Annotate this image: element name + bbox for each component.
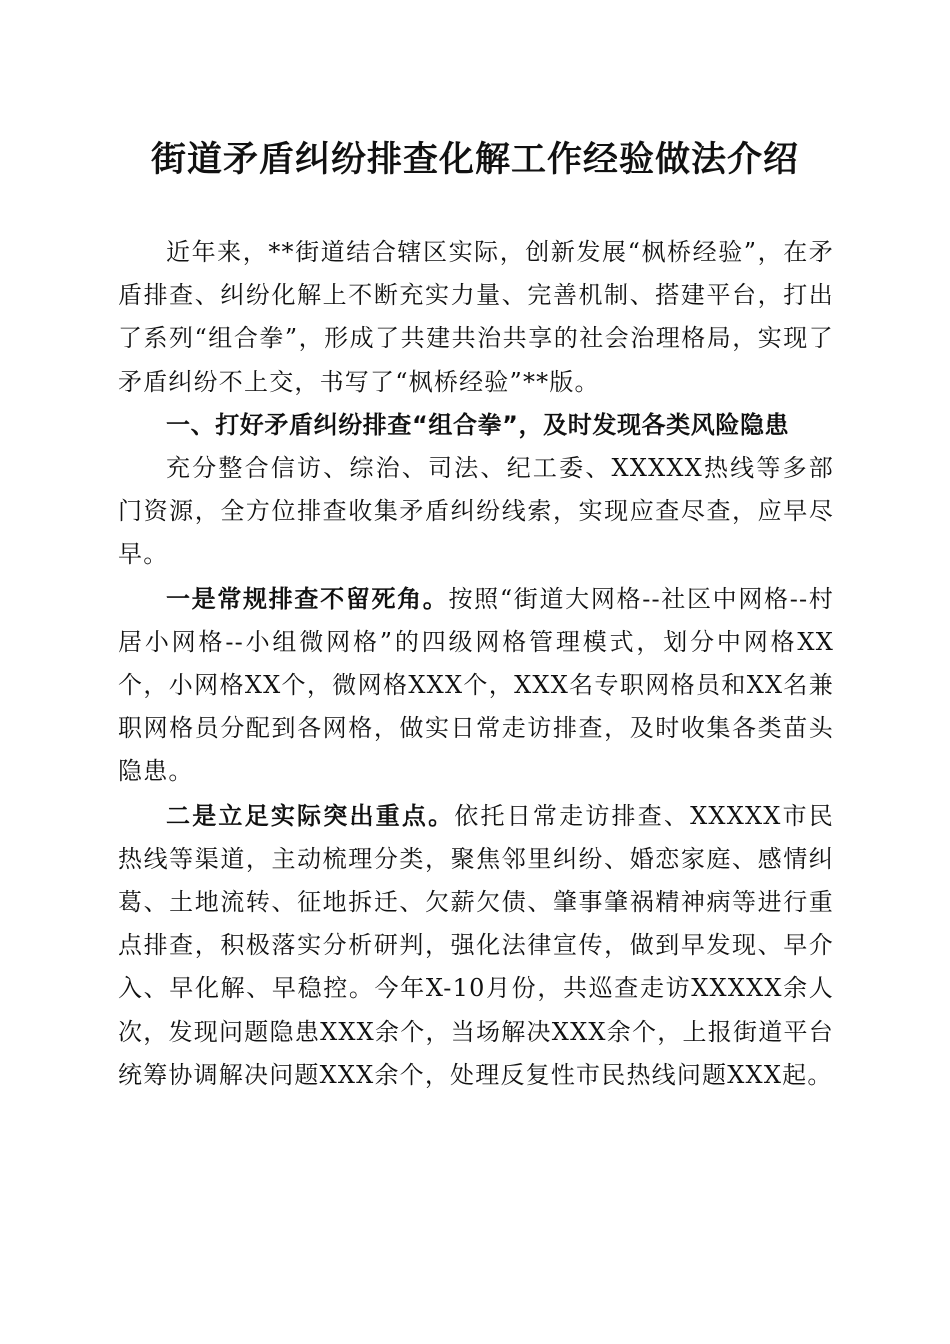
point-2-body: 依托日常走访排查、XXXXX市民热线等渠道，主动梳理分类，聚焦邻里纠纷、婚恋家庭、感情纠葛、土地流转、征地拆迁、欠薪欠债、肇事肇祸精神病等进行重点排查，积极落实分析研判，强化法律宣传，做到早发现、早介入、早化解、早稳控。今年X-10月份，共巡查走访XXXXX余人次，发现问题隐患XXX余个，当场解决XXX余个，上报街道平台统筹协调解决问题XXX余个，处理反复性市民热线问题XXX起。 — [118, 801, 834, 1089]
point-1-paragraph — [118, 577, 834, 794]
point-1-lead: 一是常规排查不留死角。 — [166, 583, 449, 613]
point-1-body: 按照“街道大网格--社区中网格--村居小网格--小组微网格”的四级网格管理模式，划分中网格XX个，小网格XX个，微网格XXX个，XXX名专职网格员和XX名兼职网格员分配到各网格，做实日常走访排查，及时收集各类苗头隐患。 — [118, 584, 834, 786]
document-title: 街道矛盾纠纷排查化解工作经验做法介绍 — [150, 139, 799, 180]
section-1-paragraph: 充分整合信访、综治、司法、纪工委、XXXXX热线等多部门资源，全方位排查收集矛盾纠纷线索，实现应查尽查，应早尽早。 — [118, 454, 834, 569]
point-2-paragraph — [118, 794, 834, 1097]
point-2-lead: 二是立足实际突出重点。 — [166, 800, 455, 830]
section-1-heading: 一、打好矛盾纠纷排查“组合拳”，及时发现各类风险隐患 — [166, 410, 790, 439]
document-body — [118, 231, 834, 1097]
intro-paragraph: 近年来，**街道结合辖区实际，创新发展“枫桥经验”，在矛盾排查、纠纷化解上不断充实力量、完善机制、搭建平台，打出了系列“组合拳”，形成了共建共治共享的社会治理格局，实现了矛盾纠纷不上交，书写了“枫桥经验”**版。 — [118, 238, 834, 396]
